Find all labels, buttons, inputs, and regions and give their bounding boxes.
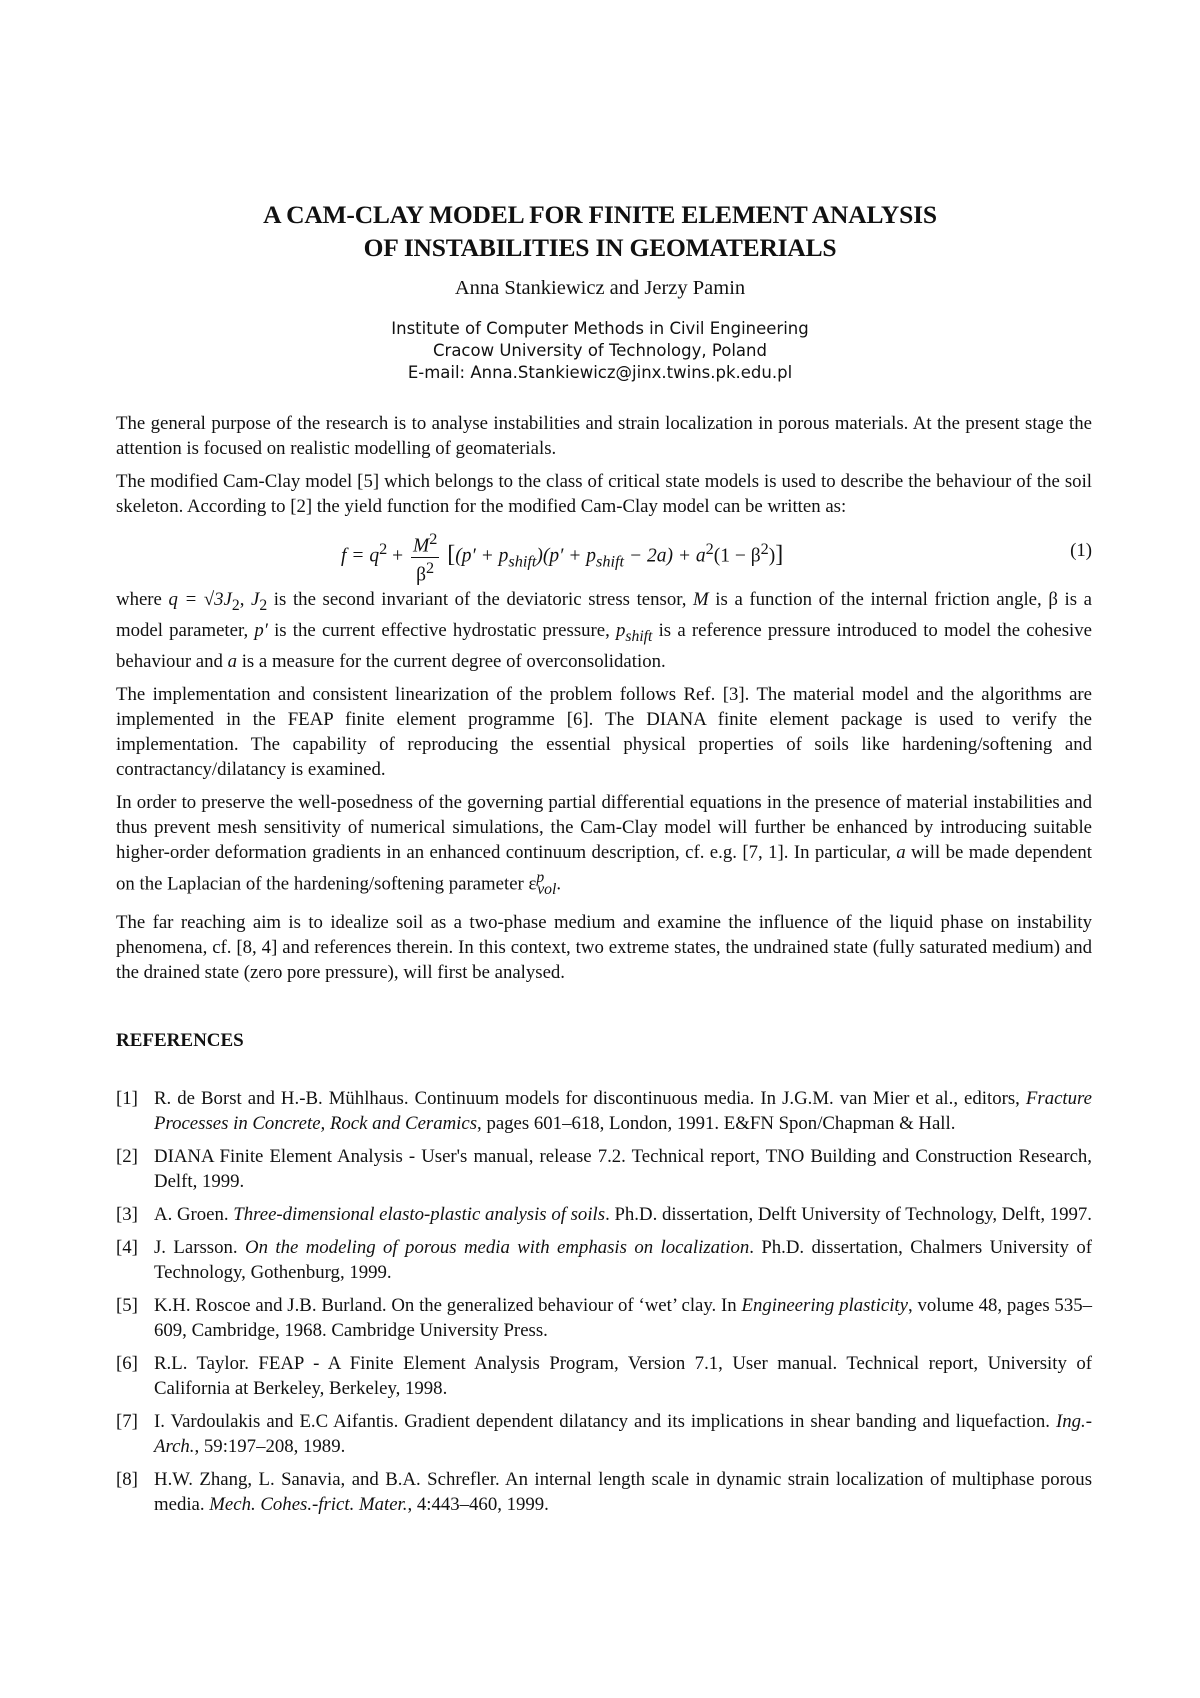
reference-details: , 59:197–208, 1989. bbox=[194, 1436, 346, 1457]
reference-details: . Ph.D. dissertation, Delft University of Technology, Delft, 1997. bbox=[605, 1204, 1093, 1225]
reference-number: [6] bbox=[116, 1353, 138, 1374]
reference-details: , 4:443–460, 1999. bbox=[407, 1494, 549, 1515]
reference-number: [3] bbox=[116, 1204, 138, 1225]
paragraph-purpose: The general purpose of the research is to analyse instabilities and strain localization in porous materials. At the present stage the attention is focused on realistic modelling of geomaterials. bbox=[116, 413, 1092, 459]
affiliation-institute: Institute of Computer Methods in Civil Engineering bbox=[391, 319, 809, 338]
reference-number: [1] bbox=[116, 1088, 138, 1109]
authors: Anna Stankiewicz and Jerzy Pamin bbox=[454, 277, 746, 299]
reference-text: J. Larsson. bbox=[154, 1237, 245, 1258]
reference-title: On the modeling of porous media with emphasis on localization bbox=[245, 1237, 750, 1258]
reference-item bbox=[116, 1293, 1092, 1343]
reference-details: . Ph.D. dissertation, Chalmers University of Technology, Gothenburg, 1999. bbox=[154, 1237, 1092, 1283]
affiliation-email: E-mail: Anna.Stankiewicz@jinx.twins.pk.edu.pl bbox=[407, 363, 793, 382]
reference-text: R. de Borst and H.-B. Mühlhaus. Continuum models for discontinuous media. In J.G.M. van Mier et al., editors, bbox=[154, 1088, 1026, 1109]
references-heading: REFERENCES bbox=[116, 1030, 244, 1051]
reference-item bbox=[116, 1144, 1092, 1194]
reference-text: H.W. Zhang, L. Sanavia, and B.A. Schrefler. An internal length scale in dynamic strain localization of multiphase porous media. bbox=[154, 1469, 1092, 1515]
reference-text: K.H. Roscoe and J.B. Burland. On the generalized behaviour of ‘wet’ clay. In bbox=[154, 1295, 742, 1316]
reference-item bbox=[116, 1202, 1092, 1227]
equation-number: (1) bbox=[1070, 540, 1092, 561]
reference-title: Mech. Cohes.-frict. Mater. bbox=[209, 1494, 408, 1515]
reference-title: Three-dimensional elasto-plastic analysis of soils bbox=[233, 1204, 606, 1225]
reference-item bbox=[116, 1409, 1092, 1459]
affiliation bbox=[0, 318, 1200, 384]
reference-number: [8] bbox=[116, 1469, 138, 1490]
reference-text: R.L. Taylor. FEAP - A Finite Element Analysis Program, Version 7.1, User manual. Technical report, University of California at Berkeley, Berkeley, 1998. bbox=[154, 1353, 1092, 1399]
reference-number: [5] bbox=[116, 1295, 138, 1316]
reference-details: , volume 48, pages 535–609, Cambridge, 1968. Cambridge University Press. bbox=[154, 1295, 1092, 1341]
paragraph-aim: The far reaching aim is to idealize soil as a two-phase medium and examine the influence of the liquid phase on instability phenomena, cf. [8, 4] and references therein. In this context, two extreme states, the undrained state (fully saturated medium) and the drained state (zero pore pressure), will first be analysed. bbox=[116, 911, 1092, 983]
title-line-1: A CAM-CLAY MODEL FOR FINITE ELEMENT ANALYSIS bbox=[263, 200, 937, 229]
reference-number: [7] bbox=[116, 1411, 138, 1432]
reference-title: Ing.-Arch. bbox=[154, 1411, 1092, 1457]
title-line-2: OF INSTABILITIES IN GEOMATERIALS bbox=[363, 233, 837, 262]
reference-title: Engineering plasticity bbox=[741, 1295, 908, 1316]
equation-yield-function bbox=[116, 525, 1092, 585]
reference-item bbox=[116, 1235, 1092, 1285]
reference-details: , pages 601–618, London, 1991. E&FN Spon/Chapman & Hall. bbox=[477, 1113, 956, 1134]
paragraph-cam-clay: The modified Cam-Clay model [5] which belongs to the class of critical state models is used to describe the behaviour of the soil skeleton. According to [2] the yield function for the modified Cam-Clay model can be written as: bbox=[116, 471, 1092, 517]
paper-title bbox=[0, 198, 1200, 264]
paper-body bbox=[116, 411, 1092, 993]
reference-number: [2] bbox=[116, 1146, 138, 1167]
affiliation-university: Cracow University of Technology, Poland bbox=[433, 341, 767, 360]
reference-item bbox=[116, 1467, 1092, 1517]
paragraph-symbols: where $q = √3J_2$, $J_2$ is the second invariant of the deviatoric stress tensor, M is a function of the internal friction angle, β is a model parameter, p′ is the current effective hydrostatic pressure, $p_{shift}$ is a reference pressure introduced to model the cohesive behaviour and a is a measure for the current degree of overconsolidation. bbox=[116, 589, 1092, 672]
paragraph-implementation: The implementation and consistent linearization of the problem follows Ref. [3]. The material model and the algorithms are implemented in the FEAP finite element programme [6]. The DIANA finite element package is used to verify the implementation. The capability of reproducing the essential physical properties of soils like hardening/softening and contractancy/dilatancy is examined. bbox=[116, 683, 1092, 780]
reference-item bbox=[116, 1351, 1092, 1401]
equation-formula: $f = q^2$ + $\frac{M^2}{\beta^2}$ $[(p' + p_{shift})(p' + p_{shift} - 2a) + a^2(1 - \beta^2)]$ bbox=[341, 530, 784, 585]
reference-item bbox=[116, 1086, 1092, 1136]
paragraph-well-posedness: In order to preserve the well-posedness of the governing partial differential equations in the presence of material instabilities and thus prevent mesh sensitivity of numerical simulations, the Cam-Clay model will further be enhanced by introducing suitable higher-order deformation gradients in an enhanced continuum description, cf. e.g. [7, 1]. In particular, a will be made dependent on the Laplacian of the hardening/softening parameter $\varepsilon^p_{vol}$. bbox=[116, 791, 1093, 898]
reference-title: Fracture Processes in Concrete, Rock and Ceramics bbox=[154, 1088, 1092, 1134]
equation-fraction: $\frac{M^2}{\beta^2}$ bbox=[412, 530, 438, 585]
reference-text: I. Vardoulakis and E.C Aifantis. Gradient dependent dilatancy and its implications in shear banding and liquefaction. bbox=[154, 1411, 1056, 1432]
reference-text: DIANA Finite Element Analysis - User's manual, release 7.2. Technical report, TNO Building and Construction Research, Delft, 1999. bbox=[154, 1146, 1092, 1192]
references-list bbox=[116, 1086, 1092, 1525]
reference-text: A. Groen. bbox=[154, 1204, 234, 1225]
reference-number: [4] bbox=[116, 1237, 138, 1258]
